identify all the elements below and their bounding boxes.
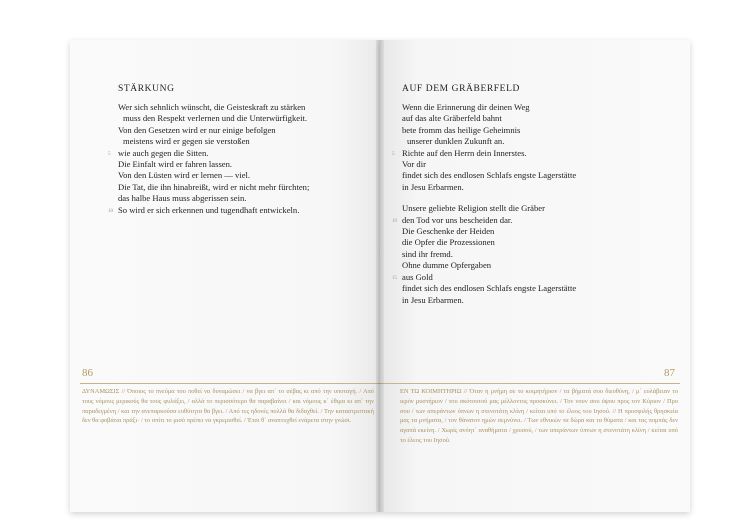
poem-line: [108, 204, 368, 216]
poem-line: [402, 283, 672, 294]
poem-line-text: meistens wird er gegen sie verstoßen: [123, 136, 250, 147]
line-number: 10: [108, 208, 113, 214]
greek-original-right: ΕΝ ΤΩ ΚΟΙΜΗΤΗΡΙΩ // Όταν η μνήμη σε το κοιμητήριον / τα βήματά σου διευθύνη, / μ΄ ευλάβειαν το ιερόν μυστήριον / του σκότουτού μας μέλλοντος προσκύνει. / Τον νουν σου ύψου προς τον Κύριον / Προ σου / των απεράντων ύπνων η στενοτάτη κλίνη / κείται υπό το έλεος του Ιησού. // Η προσφιλής θρησκεία μας τα μνήματα, / τον θάνατον ημών σεμνύνει. / Των εθνικών τα δώρα και τα θύματα / και τας πομπάς δεν αγαπά εκείνη. / Χωρίς ανόητ΄ αναθήματα / χρυσού, / των απεράντων ύπνων η στενοτάτη κλίνη / κείται υπό το έλεος του Ιησού.: [400, 388, 678, 444]
footer-rule-right: [380, 383, 680, 384]
poem-line: [392, 147, 672, 159]
poem-line-text: Unsere geliebte Religion stellt die Gräber: [402, 203, 545, 214]
open-book: [70, 40, 690, 512]
poem-line: [118, 102, 368, 113]
poem-line-text: Wer sich sehnlich wünscht, die Geisteskraft zu stärken: [118, 102, 306, 112]
book-gutter: [376, 40, 384, 512]
poem-body-left: [108, 102, 368, 216]
poem-line-text: in Jesu Erbarmen.: [402, 294, 464, 305]
poem-line: [402, 295, 672, 306]
poem-line: [402, 113, 672, 124]
line-number: 15: [392, 275, 397, 281]
poem-line-text: findet sich des endlosen Schlafs engste Lagerstätte: [402, 283, 577, 294]
poem-line-text: muss den Respekt verlernen und die Unterwürfigkeit.: [123, 113, 308, 124]
greek-original-left: ΔΥΝΑΜΩΣΙΣ // Όποιος το πνεύμα του ποθεί να δυναμώσει / να βγει απ΄ το σέβας κι από την υποταγή. / Από τους νόμους μερικούς θα τους φυλάξει, / αλλά το περισσότερο θα παραβαίνει / και νόμους κ΄ έθιμα κι απ΄ την παραδεγμένη / και την ανεπαρκούσα ευθύτητα θα βγει. / Από τες ηδονές πολλά θα διδαχθεί. / Την καταστρεπτική δεν θα φοβάται πράξι· / το σπίτι το μισό πρέπει να γκρεμισθεί. / Έτσι θ΄ αναπτυχθεί ενάρετα στην γνώσι.: [82, 388, 374, 425]
stanza-gap: [402, 193, 672, 203]
poem-line: [118, 113, 368, 124]
poem-line-text: aus Gold: [402, 271, 433, 282]
poem-line: [118, 170, 368, 181]
page-number-left: 86: [82, 367, 93, 379]
poem-line: [402, 159, 672, 170]
poem-line-text: Die Einfalt wird er fahren lassen.: [118, 159, 233, 170]
right-page: [380, 40, 690, 512]
poem-line: [118, 182, 368, 193]
poem-line: [402, 237, 672, 248]
poem-title-right: AUF DEM GRÄBERFELD: [402, 84, 520, 94]
poem-line-text: Von den Lüsten wird er lernen — viel.: [118, 170, 251, 181]
poem-line: [392, 271, 672, 283]
poem-line-text: Richte auf den Herrn dein Innerstes.: [402, 147, 527, 158]
poem-line: [392, 214, 672, 226]
poem-line: [402, 136, 672, 147]
poem-line: [118, 136, 368, 147]
line-number: 5: [392, 151, 395, 157]
poem-line-text: den Tod vor uns bescheiden dar.: [402, 214, 513, 225]
poem-line: [402, 260, 672, 271]
poem-line: [118, 125, 368, 136]
poem-line: [402, 203, 672, 214]
line-number: 5: [108, 151, 111, 157]
poem-line-text: So wird er sich erkennen und tugendhaft entwickeln.: [118, 204, 300, 215]
poem-line-text: unserer dunklen Zukunft an.: [407, 136, 505, 147]
poem-line: [402, 182, 672, 193]
poem-title-left: STÄRKUNG: [118, 84, 175, 94]
poem-line-text: Wenn die Erinnerung dir deinen Weg: [402, 102, 530, 112]
poem-body-right: [392, 102, 672, 306]
poem-line: [118, 159, 368, 170]
poem-line-text: in Jesu Erbarmen.: [402, 181, 464, 192]
poem-line-text: auf das alte Gräberfeld bahnt: [402, 113, 502, 124]
poem-line: [402, 102, 672, 113]
poem-line: [402, 226, 672, 237]
poem-line: [402, 170, 672, 181]
poem-line-text: wie auch gegen die Sitten.: [118, 147, 209, 158]
poem-line-text: Vor dir: [402, 159, 426, 170]
left-page: [70, 40, 380, 512]
poem-line-text: die Opfer die Prozessionen: [402, 237, 495, 248]
page-number-right: 87: [664, 367, 675, 379]
poem-line: [108, 147, 368, 159]
footer-rule-left: [80, 383, 380, 384]
poem-line-text: bete fromm das heilige Geheimnis: [402, 124, 521, 135]
poem-line-text: sind ihr fremd.: [402, 248, 453, 259]
poem-line-text: Von den Gesetzen wird er nur einige befolgen: [118, 124, 276, 135]
poem-line-text: das halbe Haus muss abgerissen sein.: [118, 193, 247, 204]
poem-line-text: Ohne dumme Opfergaben: [402, 260, 492, 271]
poem-line: [118, 193, 368, 204]
poem-line-text: Die Geschenke der Heiden: [402, 226, 495, 237]
poem-line: [402, 249, 672, 260]
line-number: 10: [392, 218, 397, 224]
poem-line-text: Die Tat, die ihn hinabreißt, wird er nicht mehr fürchten;: [118, 181, 310, 192]
poem-line: [402, 125, 672, 136]
poem-line-text: findet sich des endlosen Schlafs engste Lagerstätte: [402, 170, 577, 181]
